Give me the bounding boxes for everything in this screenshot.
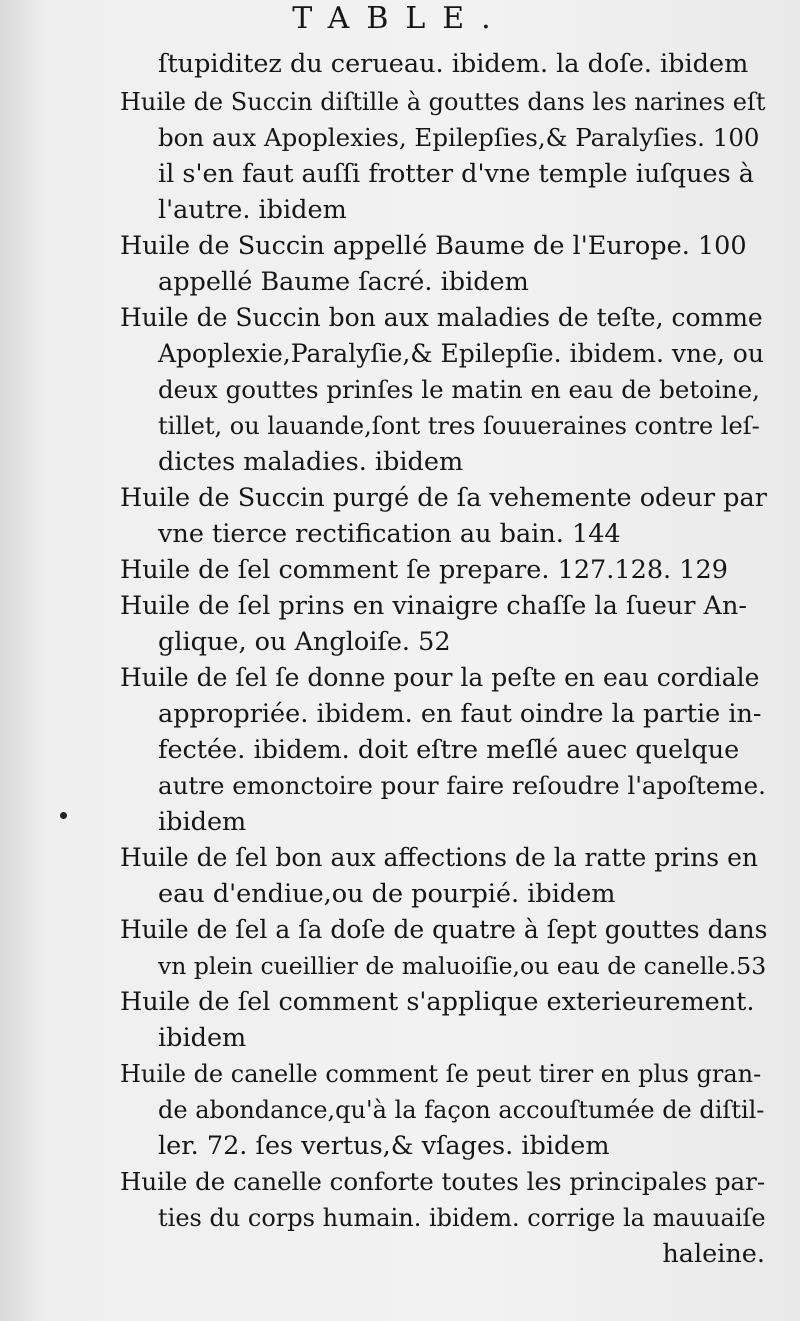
index-line: ibidem <box>158 807 247 837</box>
index-line: deux gouttes prinſes le matin en eau de betoine, <box>158 375 760 404</box>
index-line: fectée. ibidem. doit eſtre meſlé auec quelque <box>158 735 740 765</box>
index-line: appellé Baume ſacré. ibidem <box>158 267 529 297</box>
index-line: ties du corps humain. ibidem. corrige la mauuaiſe <box>158 1204 766 1232</box>
index-line: Apoplexie,Paralyſie,& Epilepſie. ibidem. vne, ou <box>158 339 764 368</box>
index-line: de abondance,qu'à la façon accouſtumée de diſtil- <box>158 1096 765 1124</box>
index-line: bon aux Apoplexies, Epilepſies,& Paralyſies. 100 <box>158 123 760 152</box>
index-line: Huile de canelle conforte toutes les principales par- <box>120 1167 766 1196</box>
page-header-title: TABLE. <box>292 1 508 36</box>
index-line: Huile de ſel ſe donne pour la peſte en eau cordiale <box>120 663 760 692</box>
index-line: Huile de ſel comment s'applique exterieurement. <box>120 987 755 1017</box>
index-line: vn plein cueillier de maluoiſie,ou eau de canelle.53 <box>158 952 767 980</box>
index-line: ler. 72. ſes vertus,& vſages. ibidem <box>158 1131 610 1161</box>
index-line: Huile de Succin appellé Baume de l'Europe. 100 <box>120 231 747 261</box>
index-line: vne tierce rectification au bain. 144 <box>158 519 621 549</box>
index-line: dictes maladies. ibidem <box>158 447 464 477</box>
index-line: Huile de ſel comment ſe prepare. 127.128. 129 <box>120 555 728 585</box>
index-line: Huile de Succin diſtille à gouttes dans les narines eſt <box>120 88 766 116</box>
index-line: il s'en faut auſſi frotter d'vne temple iuſques à <box>158 159 754 189</box>
index-line: eau d'endiue,ou de pourpié. ibidem <box>158 879 616 909</box>
index-line: appropriée. ibidem. en faut oindre la partie in- <box>158 699 762 729</box>
ink-dot-mark <box>60 812 67 819</box>
index-line: glique, ou Angloiſe. 52 <box>158 627 451 657</box>
index-line: Huile de ſel prins en vinaigre chaſſe la ſueur An- <box>120 591 748 621</box>
index-line: haleine. <box>662 1239 765 1269</box>
index-line: Huile de canelle comment ſe peut tirer en plus gran- <box>120 1060 762 1088</box>
index-line: ſtupiditez du cerueau. ibidem. la doſe. ibidem <box>158 49 749 79</box>
index-line: Huile de ſel a ſa doſe de quatre à ſept gouttes dans <box>120 915 768 944</box>
index-line: tillet, ou lauande,ſont tres ſouueraines contre leſ- <box>158 412 760 440</box>
index-line: ibidem <box>158 1023 247 1053</box>
index-line: Huile de ſel bon aux affections de la ratte prins en <box>120 843 758 872</box>
index-line: autre emonctoire pour faire reſoudre l'apoſteme. <box>158 771 766 800</box>
index-line: l'autre. ibidem <box>158 195 347 225</box>
index-line: Huile de Succin bon aux maladies de teſte, comme <box>120 303 763 332</box>
index-line: Huile de Succin purgé de ſa vehemente odeur par <box>120 483 767 513</box>
